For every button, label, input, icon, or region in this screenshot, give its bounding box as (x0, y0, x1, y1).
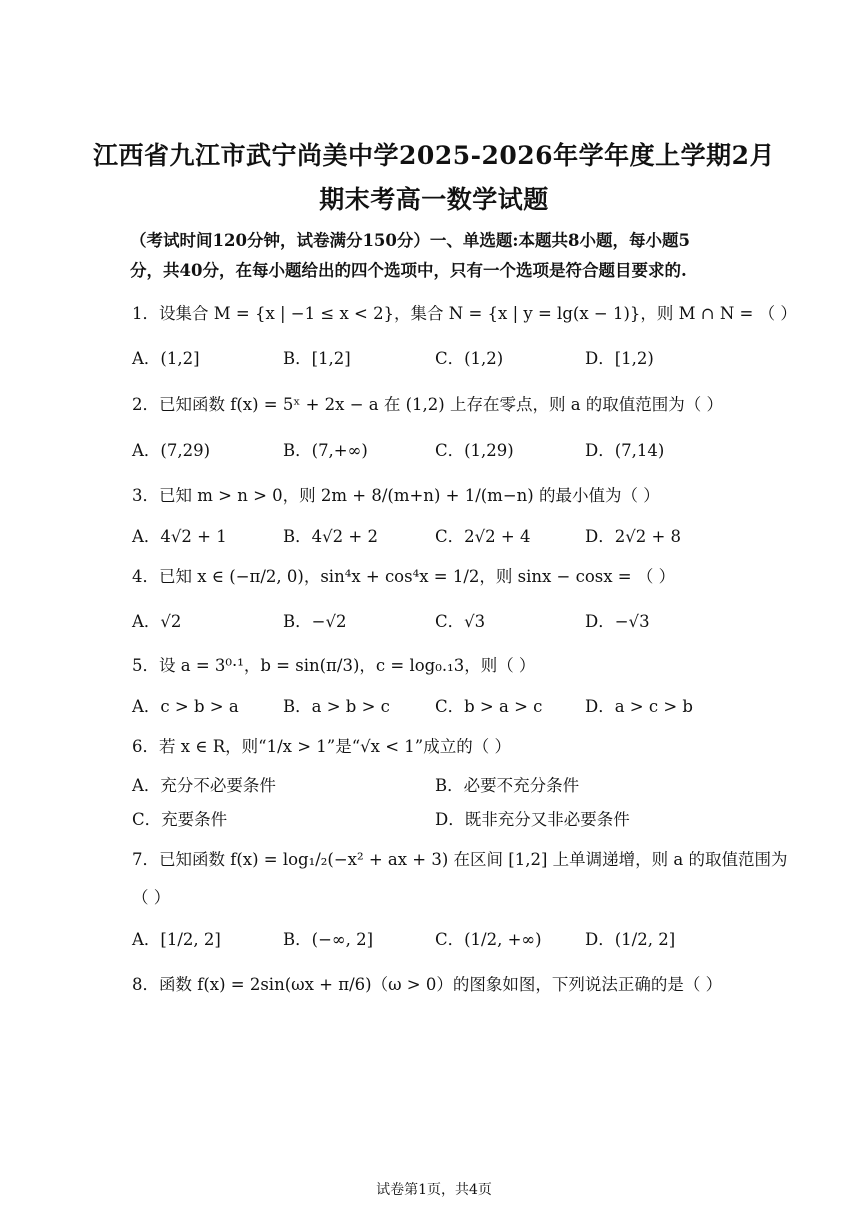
q3-option-c: C．2√2 + 4 (435, 527, 531, 546)
q7-option-c: C．(1/2, +∞) (435, 930, 542, 949)
q3-option-b: B．4√2 + 2 (283, 527, 378, 546)
q1-option-b: B．[1,2] (283, 349, 351, 368)
q5-option-d: D．a > c > b (585, 697, 693, 716)
q6-option-c: C．充要条件 (132, 810, 228, 829)
q1-option-c: C．(1,2) (435, 349, 504, 368)
question-2-stem: 2．已知函数 f(x) = 5ˣ + 2x − a 在 (1,2) 上存在零点，则 a 的取值范围为（ ） (132, 395, 724, 414)
q7-option-d: D．(1/2, 2] (585, 930, 676, 949)
q4-option-b: B．−√2 (283, 612, 347, 631)
q6-option-b: B．必要不充分条件 (435, 776, 580, 795)
q5-option-c: C．b > a > c (435, 697, 543, 716)
question-4-stem: 4．已知 x ∈ (−π/2, 0)，sin⁴x + cos⁴x = 1/2，则 sinx − cosx = （ ） (132, 567, 676, 586)
q1-option-a: A．(1,2] (132, 349, 200, 368)
exam-title-line2: 期末考高一数学试题 (319, 185, 549, 214)
q4-option-a: A．√2 (132, 612, 182, 631)
question-1-stem: 1．设集合 M = {x | −1 ≤ x < 2}，集合 N = {x | y = lg(x − 1)}，则 M ∩ N = （ ） (132, 304, 797, 323)
q1-option-d: D．[1,2) (585, 349, 654, 368)
intro-line-2: 分，共40分，在每小题给出的四个选项中，只有一个选项是符合题目要求的. (130, 261, 687, 280)
q3-option-a: A．4√2 + 1 (132, 527, 227, 546)
q5-option-a: A．c > b > a (132, 697, 239, 716)
q7-option-a: A．[1/2, 2] (132, 930, 221, 949)
page-footer: 试卷第1页，共4页 (376, 1182, 492, 1198)
q2-option-c: C．(1,29) (435, 441, 514, 460)
question-8-stem: 8．函数 f(x) = 2sin(ωx + π/6)（ω > 0）的图象如图，下列说法正确的是（ ） (132, 975, 723, 994)
q7-option-b: B．(−∞, 2] (283, 930, 374, 949)
q2-option-a: A．(7,29) (132, 441, 211, 460)
q6-option-d: D．既非充分又非必要条件 (435, 810, 630, 829)
section-intro (130, 226, 740, 286)
q4-option-d: D．−√3 (585, 612, 650, 631)
q2-option-d: D．(7,14) (585, 441, 665, 460)
question-5-stem: 5．设 a = 3⁰·¹，b = sin(π/3)，c = log₀.₁3，则（ ） (132, 656, 536, 675)
q3-option-d: D．2√2 + 8 (585, 527, 682, 546)
question-7-stem-cont: （ ） (132, 888, 171, 907)
question-7-stem: 7．已知函数 f(x) = log₁/₂(−x² + ax + 3) 在区间 [1,2] 上单调递增，则 a 的取值范围为 (132, 850, 788, 869)
question-6-stem: 6．若 x ∈ R，则“1/x > 1”是“√x < 1”成立的（ ） (132, 737, 511, 756)
q2-option-b: B．(7,+∞) (283, 441, 368, 460)
intro-line-1: （考试时间120分钟，试卷满分150分）一、单选题:本题共8小题，每小题5 (130, 231, 690, 250)
exam-title-line1: 江西省九江市武宁尚美中学2025-2026年学年度上学期2月 (93, 141, 775, 170)
q6-option-a: A．充分不必要条件 (132, 776, 276, 795)
question-3-stem: 3．已知 m > n > 0，则 2m + 8/(m+n) + 1/(m−n) 的最小值为（ ） (132, 486, 660, 505)
q5-option-b: B．a > b > c (283, 697, 390, 716)
q4-option-c: C．√3 (435, 612, 486, 631)
